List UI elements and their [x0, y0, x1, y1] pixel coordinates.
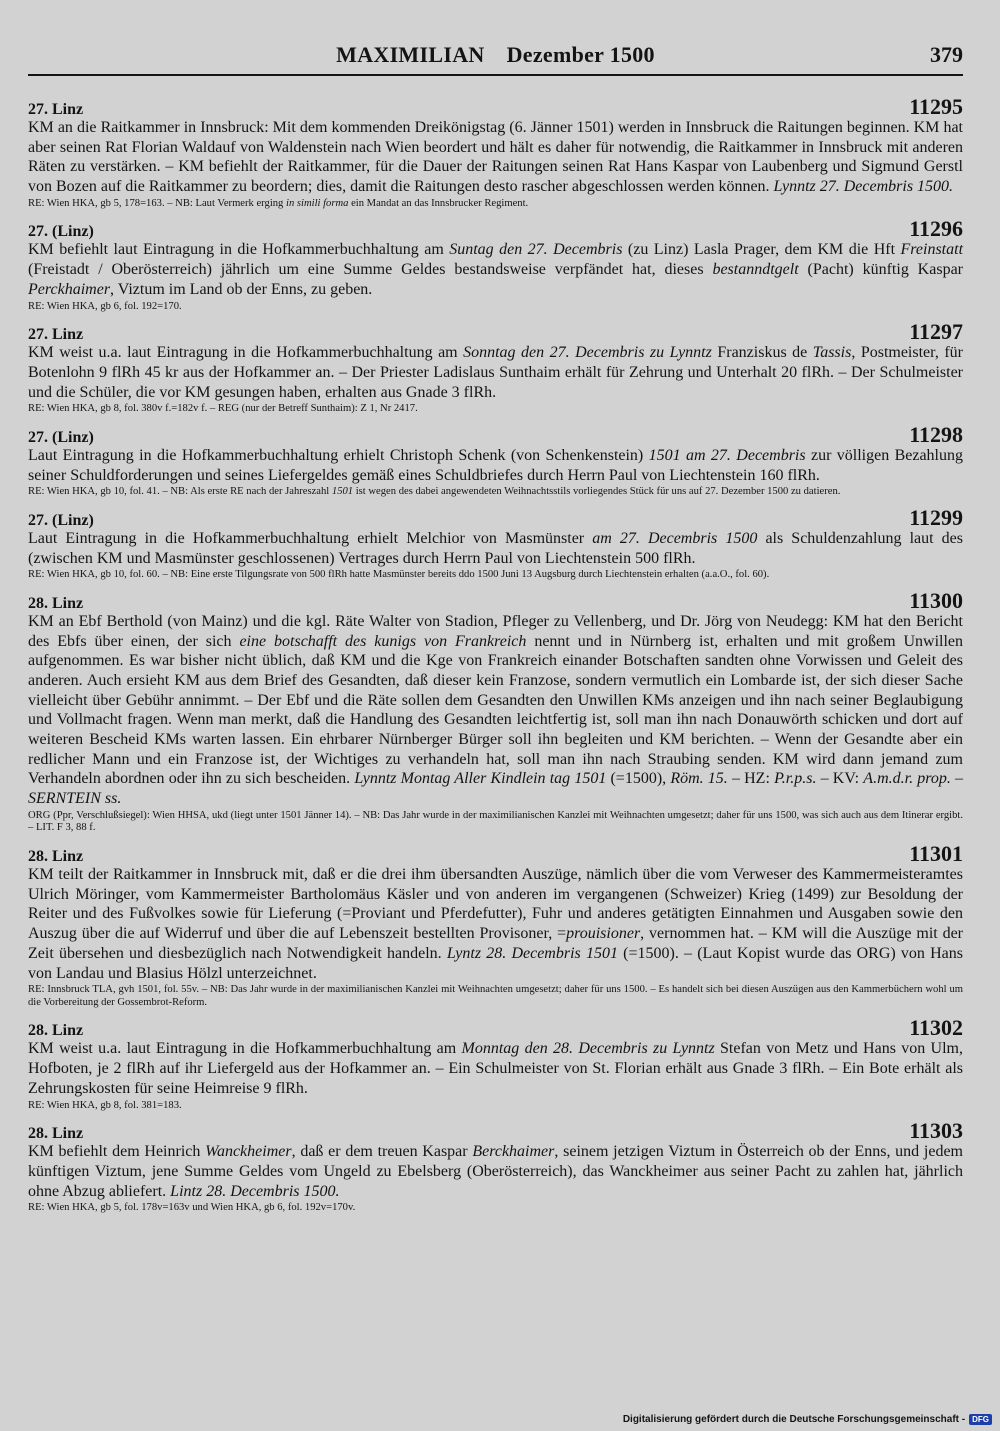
italic-quote: prouisioner [566, 925, 641, 943]
text-run: (Freistadt / Oberösterreich) jährlich um eine Summe Geldes bestandsweise verpfändet hat, dieses [28, 261, 713, 279]
text-run: ORG (Ppr, Verschlußsiegel): Wien HHSA, ukd (liegt unter 1501 Jänner 14). – NB: Das Jahr wurde in der maximilianischen Kanzlei mit Weihnachten umgesetzt; daher für uns 1500, was sich auch aus dem Itinerar ergibt. – LIT. F 3, 88 f. [28, 809, 963, 834]
italic-quote: Lynntz Montag Aller Kindlein tag 1501 [354, 770, 607, 788]
entry-number: 11296 [909, 216, 963, 242]
text-run: (Pacht) künftig Kaspar [798, 261, 963, 279]
text-run: Stefan von Metz und Hans von Ulm, Hofboten, je 2 flRh auf ihr Liefergeld aus der Hofkammer an. – Ein Schulmeister von St. Florian erhält aus Gnade 3 flRh. – Ein Bote erhält als Zehrungskosten für seine Heimreise 9 flRh. [28, 1040, 964, 1097]
entry-text [28, 1142, 963, 1201]
text-run: RE: Wien HKA, gb 5, 178=163. – NB: Laut Vermerk erging [28, 197, 287, 209]
entry-number: 11297 [909, 319, 963, 345]
entry-source-note [28, 984, 963, 1009]
entry-date-place: 28. Linz [28, 848, 84, 866]
entry-source-note [28, 569, 963, 582]
regest-entry [28, 216, 963, 313]
italic-quote: Berckhaimer [472, 1143, 555, 1161]
entry-source-note [28, 1100, 963, 1113]
italic-quote: bestanndtgelt [712, 261, 799, 279]
entry-text [28, 529, 963, 568]
entry-text [28, 240, 963, 299]
dfg-logo: DFG [969, 1414, 992, 1425]
regest-entry [28, 422, 963, 499]
text-run: , daß er dem treuen Kaspar [291, 1143, 473, 1161]
text-run: (zu Linz) Lasla Prager, dem KM die Hft [622, 241, 901, 259]
digitization-footer [623, 1414, 992, 1425]
entry-number: 11298 [909, 421, 963, 447]
italic-quote: Lynntz 27. Decembris 1500. [773, 178, 954, 196]
regest-entry [28, 841, 963, 1009]
text-run: – KV: [816, 770, 864, 788]
entry-heading [28, 422, 963, 448]
text-run: RE: Wien HKA, gb 10, fol. 41. – NB: Als erste RE nach der Jahreszahl [28, 486, 332, 498]
regest-entry [28, 1015, 963, 1112]
entry-text [28, 1039, 963, 1098]
text-run: KM an Ebf Berthold (von Mainz) und die kgl. Räte Walter von Stadion, Pfleger zu Vellenberg, und Dr. Jörg von Neudegg: KM hat den Bericht des Ebfs über einen, der sich [28, 612, 963, 650]
entry-number: 11299 [909, 504, 963, 530]
italic-quote: Röm. 15. [670, 770, 728, 788]
italic-quote: Perckhaimer [28, 280, 111, 298]
italic-quote: Suntag den 27. Decembris [449, 241, 623, 259]
entry-heading [28, 1015, 963, 1041]
text-run: KM befiehlt laut Eintragung in die Hofkammerbuchhaltung am [28, 241, 450, 259]
text-run: RE: Wien HKA, gb 8, fol. 380v f.=182v f. – REG (nur der Betreff Sunthaim): Z 1, Nr 2417. [28, 403, 418, 415]
entry-heading [28, 841, 963, 867]
italic-quote: Monntag den 28. Decembris zu Lynntz [461, 1040, 715, 1058]
text-run: KM weist u.a. laut Eintragung in die Hofkammerbuchhaltung am [28, 344, 464, 362]
entry-number: 11302 [909, 1015, 963, 1041]
text-run: RE: Wien HKA, gb 6, fol. 192=170. [28, 300, 182, 312]
entry-number: 11301 [909, 841, 963, 867]
entry-date-place: 28. Linz [28, 1022, 84, 1040]
entry-date-place: 27. (Linz) [28, 223, 94, 241]
text-run: Laut Eintragung in die Hofkammerbuchhaltung erhielt Christoph Schenk (von Schenkenstein) [28, 446, 649, 464]
text-run: RE: Wien HKA, gb 5, fol. 178v=163v und Wien HKA, gb 6, fol. 192v=170v. [28, 1202, 356, 1214]
entry-heading [28, 1118, 963, 1144]
entry-source-note [28, 301, 963, 314]
running-head [28, 38, 963, 76]
regest-entry [28, 94, 963, 210]
regest-entry [28, 505, 963, 582]
text-run: KM teilt der Raitkammer in Innsbruck mit, daß er die drei ihm übersandten Auszüge, nämlich über die vom Verweser des Kammermeisteramtes Ulrich Möringer, vom Kammermeister Bartholomäus Käsler und von anderen im vergangenen (Schweizer) Krieg (1499) zur Besoldung der Reiter und des Fußvolkes sowie für Lieferung (=Proviant und Pferdefutter), Fuhr und anderes getätigten Einnahmen und Ausgaben sowie den Auszug über die auf Widerruf und über die auf Lebenszeit bestellten Provisoner, = [28, 866, 963, 943]
entry-list [28, 94, 963, 1215]
text-run: , Postmeister, für Botenlohn 9 flRh 45 kr aus der Hofkammer an. – Der Priester Ladislaus Sunthaim erhält für Zehrung und Unterhalt 20 flRh. – Der Schulmeister und die Schüler, die vor KM gesungen haben, erhalten aus Gnade 3 flRh. [28, 344, 963, 401]
text-run: (=1500), [606, 770, 671, 788]
italic-quote: eine botschafft des kunigs von Frankreich [239, 632, 527, 650]
entry-source-note [28, 198, 963, 211]
regest-entry [28, 588, 963, 835]
italic-quote: 1501 [331, 486, 354, 498]
text-run: , Viztum im Land ob der Enns, zu geben. [110, 280, 373, 298]
entry-text [28, 343, 963, 402]
italic-quote: in simili forma [286, 197, 349, 209]
italic-quote: 1501 am 27. Decembris [648, 446, 806, 464]
entry-number: 11300 [909, 587, 963, 613]
text-run: zur völligen Bezahlung seiner Schuldforderungen und seines Liefergeldes gemäß eines Schuldbriefes durch Herrn Paul von Liechtenstein 160 flRh. [28, 446, 963, 484]
entry-date-place: 27. Linz [28, 101, 84, 118]
running-title [28, 42, 963, 68]
page-number: 379 [930, 42, 963, 67]
entry-heading [28, 94, 963, 120]
entry-text [28, 612, 963, 809]
text-run: – [950, 770, 964, 788]
text-run: ist wegen des dabei angewendeten Weihnachtsstils vorliegendes Stück für uns auf 27. Dezember 1500 zu datieren. [353, 486, 841, 498]
entry-number: 11303 [909, 1118, 963, 1144]
italic-quote: Lyntz 28. Decembris 1501 [446, 944, 618, 962]
entry-heading [28, 319, 963, 345]
text-run: KM weist u.a. laut Eintragung in die Hofkammerbuchhaltung am [28, 1040, 462, 1058]
text-run: – HZ: [727, 770, 775, 788]
italic-quote: P.r.p.s. [774, 770, 817, 788]
text-run: nennt und in Nürnberg ist, erhalten und mit großem Unwillen aufgenommen. Es war bisher nicht üblich, daß KM und die Kge von Frankreich einander Botschaften sandten ohne Vorwissen und Geleit des anderen. Auch ersieht KM aus dem Brief des Gesandten, daß dieser kein Franzose, sondern vermutlich ein Lombarde ist, der sich dieser Sache vielleicht über Gebühr annimmt. – Der Ebf und die Räte sollen dem Gesandten den Unwillen KMs anzeigen und ihn nach seiner Beglaubigung und Vollmacht fragen. Wenn man merkt, daß die Handlung des Gesandten leichtfertig ist, soll man ihn nach Donauwörth schicken und dort auf weiteren Bescheid KMs warten lassen. Ein ehrbarer Nürnberger Bürger soll ihn begleiten und KM berichten. – Wenn der Gesandte aber ein redlicher Mann und ein Franzose ist, der Wichtiges zu verhandeln hat, soll man ihn nach Straubing senden. KM wird dann jemand zum Verhandeln abordnen oder ihn zu sich bescheiden. [28, 632, 964, 788]
text-run: KM an die Raitkammer in Innsbruck: Mit dem kommenden Dreikönigstag (6. Jänner 1501) werden in Innsbruck die Raitungen beginnen. KM hat aber seinen Rat Florian Waldauf von Waldenstein nach Wien beordert und hält es daher für notwendig, die Raitkammer in Innsbruck mit anderen Räten zu verstärken. – KM befiehlt der Raitkammer, für die Dauer der Raitungen seinen Rat Hans Kaspar von Laubenberg und Sigmund Gerstl von Bozen auf die Raitkammer zu beordern; dies, damit die Raitungen desto rascher abgeschlossen werden können. [28, 119, 963, 196]
italic-quote: A.m.d.r. prop. [863, 770, 951, 788]
text-run: ein Mandat an das Innsbrucker Regiment. [348, 197, 529, 209]
header-person: MAXIMILIAN [336, 42, 485, 67]
italic-quote: am 27. Decembris 1500 [592, 529, 758, 547]
italic-quote: Sonntag den 27. Decembris zu Lynntz [463, 344, 712, 362]
entry-source-note [28, 810, 963, 835]
text-run: Franziskus de [711, 344, 813, 362]
italic-quote: Lintz 28. Decembris 1500. [170, 1182, 340, 1200]
entry-heading [28, 216, 963, 242]
entry-heading [28, 588, 963, 614]
document-page [28, 38, 963, 1221]
text-run: , seinem jetzigen Viztum in Österreich ob der Enns, und jedem künftigen Viztum, jene Summe Geldes vom Ungeld zu Ebelsberg (Oberösterreich), das Wanckheimer aus seiner Pacht zu zahlen hat, jährlich ohne Abzug abliefert. [28, 1143, 963, 1200]
entry-number: 11295 [909, 94, 963, 119]
entry-text [28, 446, 963, 485]
footer-text: Digitalisierung gefördert durch die Deutsche Forschungsgemeinschaft - [622, 1414, 966, 1425]
header-date: Dezember 1500 [506, 42, 655, 67]
text-run: (=1500). – (Laut Kopist wurde das ORG) von Hans von Landau und Blasius Hölzl unterzeichnet. [28, 944, 963, 982]
regest-entry [28, 319, 963, 416]
entry-date-place: 27. (Linz) [28, 428, 94, 446]
entry-source-note [28, 1202, 963, 1215]
italic-quote: Freinstatt [900, 241, 964, 259]
text-run: Laut Eintragung in die Hofkammerbuchhaltung erhielt Melchior von Masmünster [28, 529, 593, 547]
entry-source-note [28, 403, 963, 416]
italic-quote: Tassis [812, 344, 852, 362]
entry-date-place: 27. Linz [28, 326, 84, 344]
italic-quote: Wanckheimer [205, 1143, 292, 1161]
text-run: RE: Wien HKA, gb 8, fol. 381=183. [28, 1099, 182, 1111]
entry-text [28, 865, 963, 983]
entry-text [28, 118, 963, 197]
entry-date-place: 27. (Linz) [28, 511, 94, 529]
text-run: , vernommen hat. – KM will die Auszüge mit der Zeit übersehen und diesbezüglich nach Notwendigkeit handeln. [28, 925, 964, 962]
entry-heading [28, 505, 963, 531]
entry-source-note [28, 486, 963, 499]
text-run: RE: Wien HKA, gb 10, fol. 60. – NB: Eine erste Tilgungsrate von 500 flRh hatte Masmünster bereits ddo 1500 Juni 13 Augsburg durch Liechtenstein erhalten (a.a.O., fol. 60). [28, 569, 770, 581]
text-run: KM befiehlt dem Heinrich [28, 1143, 206, 1161]
text-run: als Schuldenzahlung laut des (zwischen KM und Masmünster geschlossenen) Vertrages durch Herrn Paul von Liechtenstein 500 flRh. [28, 529, 963, 567]
text-run: RE: Innsbruck TLA, gvh 1501, fol. 55v. – NB: Das Jahr wurde in der maximilianischen Kanzlei mit Weihnachten umgesetzt; daher für uns 1500. – Es handelt sich bei diesen Auszügen aus den Kammerbüchern wohl um die Vorbereitung der Gossembrot-Reform. [28, 984, 963, 1008]
entry-date-place: 28. Linz [28, 594, 84, 612]
italic-quote: SERNTEIN ss. [28, 790, 122, 808]
regest-entry [28, 1118, 963, 1215]
entry-date-place: 28. Linz [28, 1125, 84, 1143]
